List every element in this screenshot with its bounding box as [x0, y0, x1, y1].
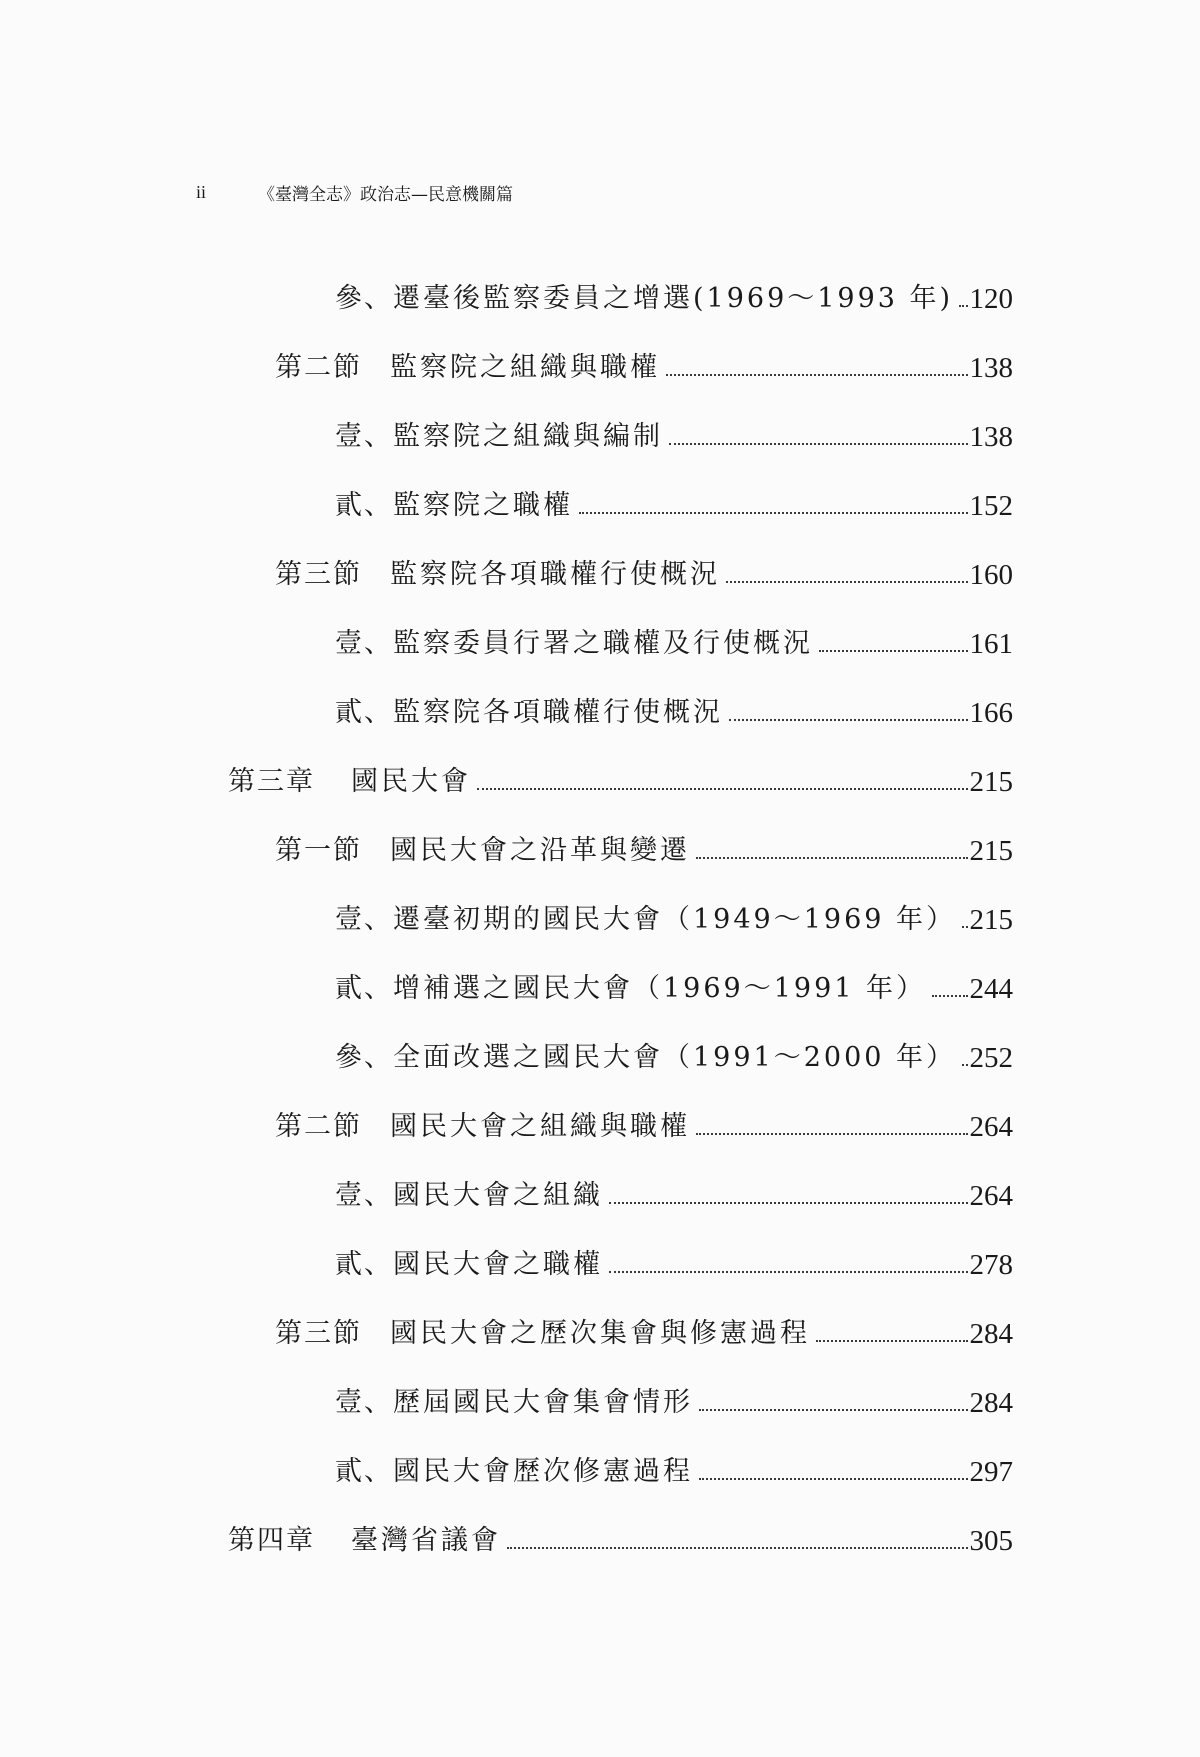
toc-entry[interactable]	[335, 1449, 1013, 1495]
toc-entry[interactable]	[335, 621, 1013, 667]
toc-entry-page: 138	[969, 352, 1013, 384]
toc-entry-title: 國民大會之歷次集會與修憲過程	[390, 1318, 810, 1349]
toc-entry[interactable]	[335, 1380, 1013, 1426]
dot-leader	[669, 414, 968, 460]
toc-entry-page: 120	[969, 283, 1013, 315]
toc-entry-prefix: 貳、	[335, 490, 393, 521]
toc-entry-title: 監察院之組織與編制	[393, 421, 663, 452]
toc-entry-prefix: 壹、	[335, 1180, 393, 1211]
toc-entry-title: 國民大會之組織	[393, 1180, 603, 1211]
toc-entry-title: 監察院各項職權行使概況	[393, 697, 723, 728]
toc-entry-page: 305	[969, 1525, 1013, 1557]
toc-entry-title: 臺灣省議會	[351, 1525, 501, 1556]
toc-entry[interactable]	[335, 1173, 1013, 1219]
dot-leader	[726, 552, 968, 598]
toc-chapter-entry[interactable]	[228, 759, 1013, 805]
toc-entry-prefix: 第二節	[275, 1111, 362, 1142]
toc-entry-page: 252	[969, 1042, 1013, 1074]
dot-leader	[819, 621, 968, 667]
toc-entry[interactable]	[335, 414, 1013, 460]
toc-entry-prefix: 第三章	[228, 766, 315, 797]
book-title: 《臺灣全志》政治志—民意機關篇	[258, 184, 513, 205]
toc-entry-page: 166	[969, 697, 1013, 729]
toc-entry-prefix: 第三節	[275, 559, 362, 590]
toc-entry-page: 152	[969, 490, 1013, 522]
toc-entry-page: 278	[969, 1249, 1013, 1281]
toc-entry-title: 遷臺後監察委員之增選(1969～1993 年)	[393, 283, 954, 314]
toc-entry-title: 國民大會	[351, 766, 471, 797]
toc-entry[interactable]	[275, 552, 1013, 598]
toc-entry-title: 國民大會之組織與職權	[390, 1111, 690, 1142]
toc-entry[interactable]	[275, 345, 1013, 391]
toc-entry-page: 284	[969, 1318, 1013, 1350]
toc-entry-title: 國民大會之職權	[393, 1249, 603, 1280]
toc-entry-title: 增補選之國民大會（1969～1991 年）	[393, 973, 927, 1004]
toc-entry[interactable]	[335, 690, 1013, 736]
toc-entry[interactable]	[275, 828, 1013, 874]
toc-entry-page: 244	[969, 973, 1013, 1005]
running-header	[196, 177, 513, 207]
toc-entry[interactable]	[275, 1104, 1013, 1150]
dot-leader	[609, 1173, 968, 1219]
dot-leader	[729, 690, 968, 736]
toc-entry-prefix: 貳、	[335, 973, 393, 1004]
dot-leader	[962, 1035, 967, 1081]
dot-leader	[932, 966, 967, 1012]
dot-leader	[699, 1380, 968, 1426]
toc-entry-page: 160	[969, 559, 1013, 591]
dot-leader	[579, 483, 968, 529]
toc-entry-prefix: 第三節	[275, 1318, 362, 1349]
toc-entry-prefix: 壹、	[335, 904, 393, 935]
toc-entry-prefix: 第一節	[275, 835, 362, 866]
toc-entry-prefix: 貳、	[335, 1456, 393, 1487]
toc-entry[interactable]	[275, 1311, 1013, 1357]
toc-entry-title: 全面改選之國民大會（1991～2000 年）	[393, 1042, 957, 1073]
toc-entry[interactable]	[335, 897, 1013, 943]
toc-entry-prefix: 第四章	[228, 1525, 315, 1556]
toc-entry-page: 284	[969, 1387, 1013, 1419]
toc-entry-title: 監察院之組織與職權	[390, 352, 660, 383]
toc-entry-page: 215	[969, 904, 1013, 936]
toc-chapter-entry[interactable]	[228, 1518, 1013, 1564]
toc-entry[interactable]	[335, 966, 1013, 1012]
toc-entry[interactable]	[335, 1242, 1013, 1288]
page-number: ii	[196, 181, 207, 202]
dot-leader	[696, 1104, 968, 1150]
toc-entry-title: 國民大會歷次修憲過程	[393, 1456, 693, 1487]
toc-entry-page: 161	[969, 628, 1013, 660]
dot-leader	[609, 1242, 968, 1288]
toc-entry-prefix: 壹、	[335, 1387, 393, 1418]
toc-entry-prefix: 參、	[335, 283, 393, 314]
toc-entry-title: 歷屆國民大會集會情形	[393, 1387, 693, 1418]
toc-entry-page: 215	[969, 766, 1013, 798]
toc-entry[interactable]	[335, 276, 1013, 322]
toc-entry-page: 138	[969, 421, 1013, 453]
toc-entry-title: 國民大會之沿革與變遷	[390, 835, 690, 866]
toc-entry-prefix: 壹、	[335, 421, 393, 452]
dot-leader	[507, 1518, 968, 1564]
dot-leader	[959, 276, 967, 322]
toc-entry[interactable]	[335, 1035, 1013, 1081]
toc-entry-title: 監察院之職權	[393, 490, 573, 521]
toc-entry-title: 監察院各項職權行使概況	[390, 559, 720, 590]
toc-entry-title: 監察委員行署之職權及行使概況	[393, 628, 813, 659]
dot-leader	[696, 828, 968, 874]
toc-entry-prefix: 壹、	[335, 628, 393, 659]
dot-leader	[477, 759, 968, 805]
toc-entry-title: 遷臺初期的國民大會（1949～1969 年）	[393, 904, 957, 935]
toc-entry-prefix: 第二節	[275, 352, 362, 383]
dot-leader	[666, 345, 968, 391]
toc-entry-prefix: 貳、	[335, 697, 393, 728]
toc-entry-page: 264	[969, 1111, 1013, 1143]
toc-entry-page: 297	[969, 1456, 1013, 1488]
dot-leader	[699, 1449, 968, 1495]
toc-entry-prefix: 參、	[335, 1042, 393, 1073]
dot-leader	[816, 1311, 968, 1357]
toc-entry-prefix: 貳、	[335, 1249, 393, 1280]
toc-entry-page: 264	[969, 1180, 1013, 1212]
toc-entry[interactable]	[335, 483, 1013, 529]
toc-entry-page: 215	[969, 835, 1013, 867]
dot-leader	[962, 897, 967, 943]
